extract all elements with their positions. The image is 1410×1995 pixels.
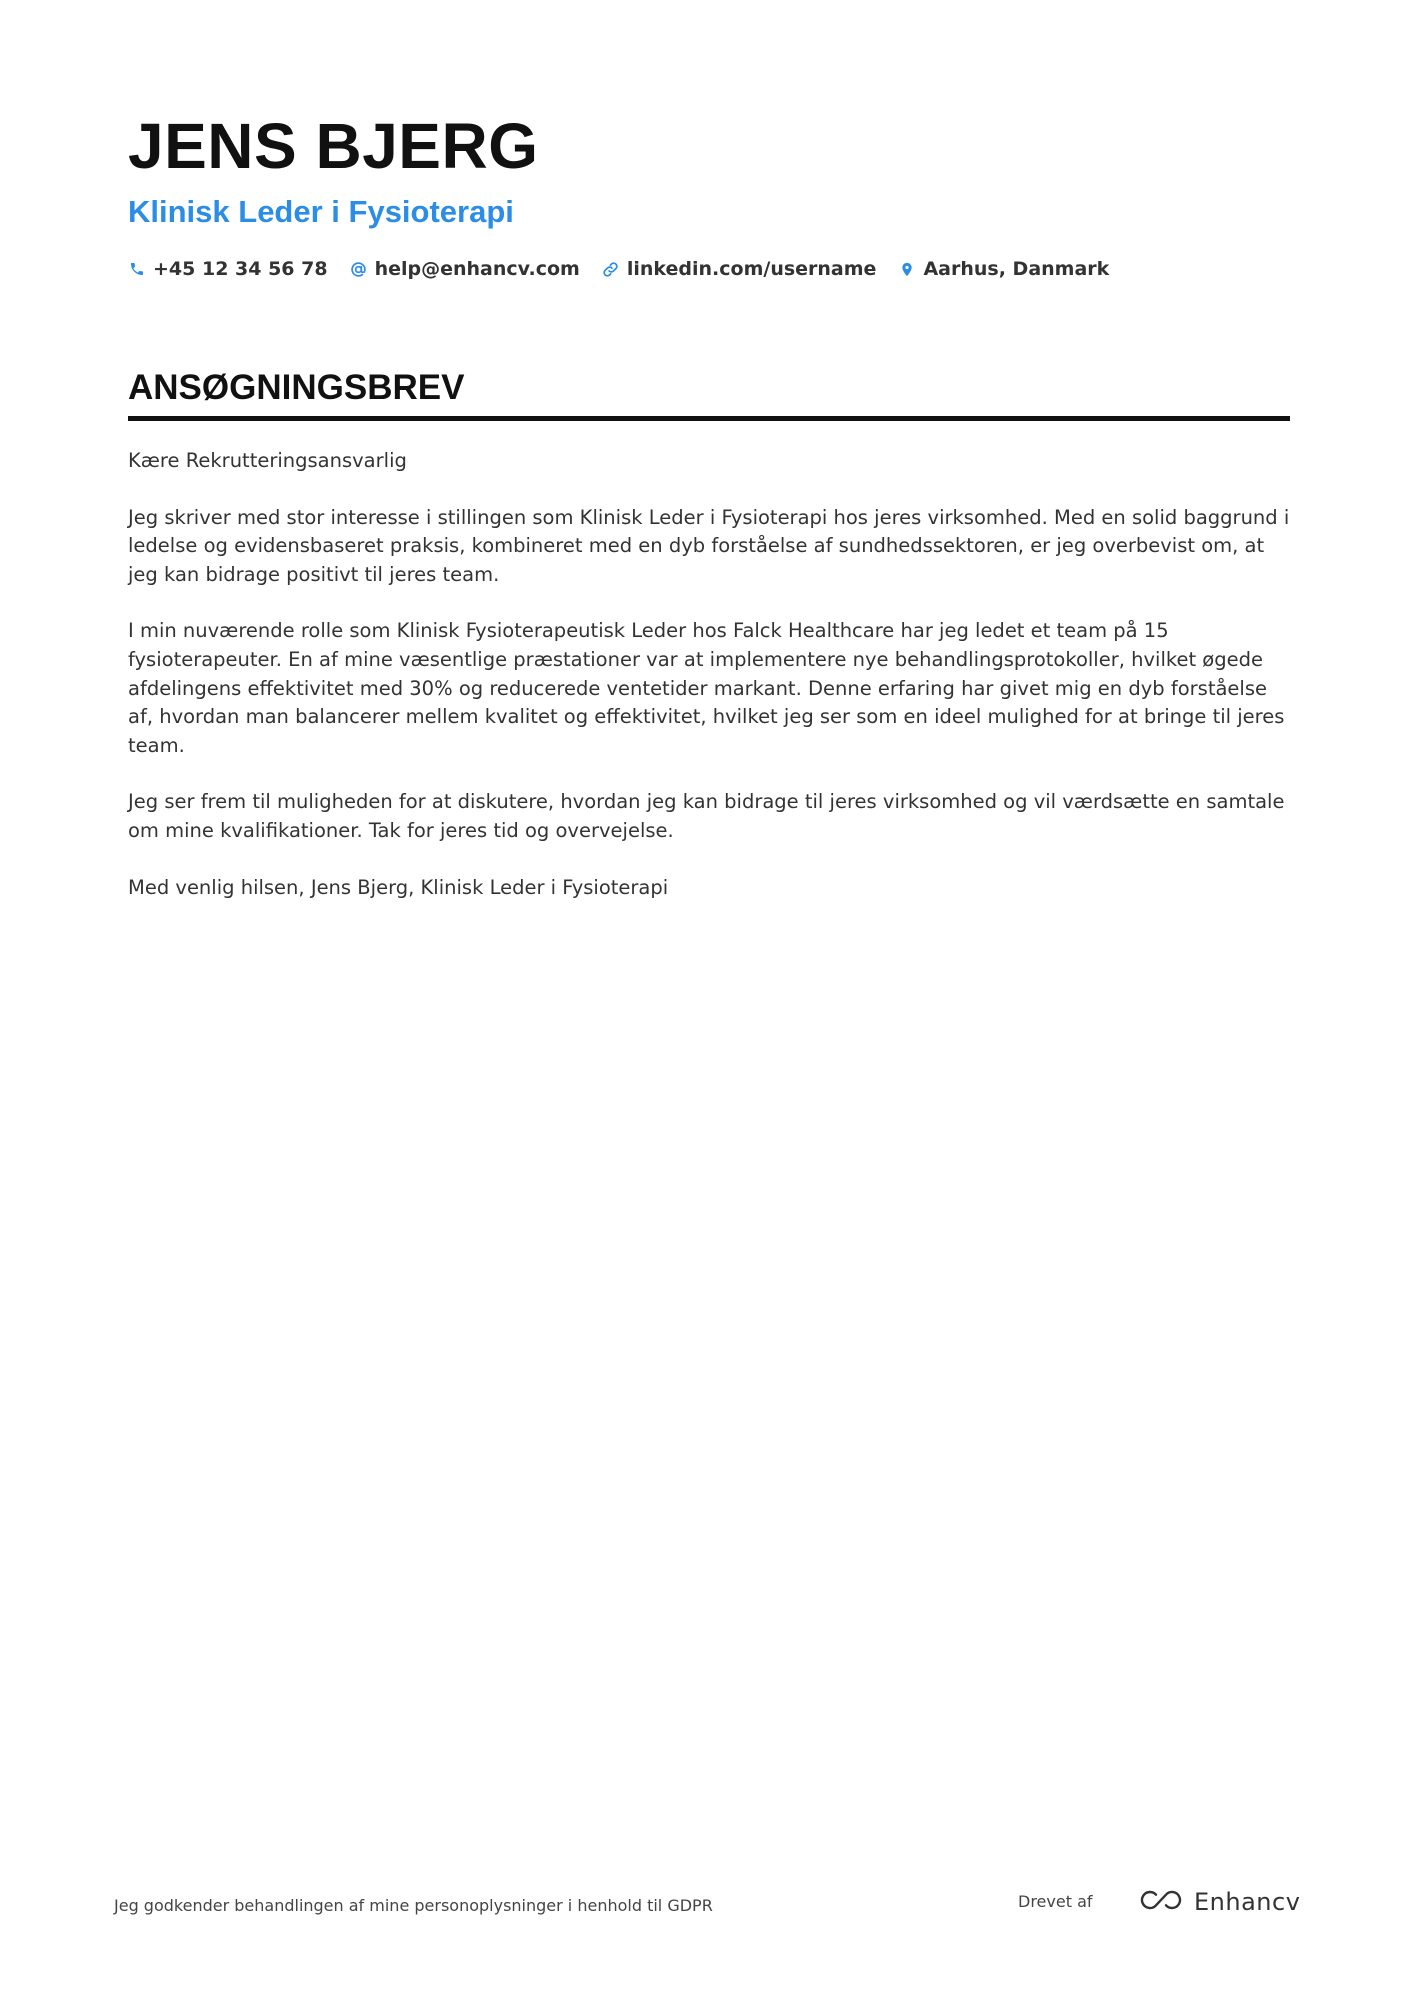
section-heading: ANSØGNINGSBREV xyxy=(128,368,465,407)
contact-location xyxy=(898,258,1109,280)
linkedin-link[interactable]: linkedin.com/username xyxy=(626,258,877,280)
paragraph-2: I min nuværende rolle som Klinisk Fysioterapeutisk Leder hos Falck Healthcare har jeg ledet et team på 15 fysioterapeuter. En af mine væsentlige præstationer var at implementere nye behandlingsprotokoller, hvilket øgede afdelingens effektivitet med 30% og reducerede ventetider markant. Denne erfaring har givet mig en dyb forståelse af, hvordan man balancerer mellem kvalitet og effektivitet, hvilket jeg ser som en ideel mulighed for at bringe til jeres team. xyxy=(128,619,1285,757)
gdpr-consent-text: Jeg godkender behandlingen af mine personoplysninger i henhold til GDPR xyxy=(114,1896,713,1915)
paragraph-3: Jeg ser frem til muligheden for at diskutere, hvordan jeg kan bidrage til jeres virksomhed og vil værdsætte en samtale om mine kvalifikationer. Tak for jeres tid og overvejelse. xyxy=(128,790,1285,842)
location-pin-icon xyxy=(898,260,916,278)
enhancv-logo[interactable] xyxy=(1138,1882,1300,1922)
powered-by-label: Drevet af xyxy=(1018,1892,1093,1911)
closing: Med venlig hilsen, Jens Bjerg, Klinisk Leder i Fysioterapi xyxy=(128,875,669,899)
at-icon xyxy=(350,260,368,278)
paragraph-1: Jeg skriver med stor interesse i stillingen som Klinisk Leder i Fysioterapi hos jeres virksomhed. Med en solid baggrund i ledelse og evidensbaseret praksis, kombineret med en dyb forståelse af sundhedssektoren, er jeg overbevist om, at jeg kan bidrage positivt til jeres team. xyxy=(128,505,1290,586)
infinity-icon xyxy=(1138,1888,1184,1916)
phone-text: +45 12 34 56 78 xyxy=(153,258,328,280)
footer xyxy=(0,1880,1410,1930)
contact-email[interactable] xyxy=(350,258,580,280)
location-text: Aarhus, Danmark xyxy=(923,258,1110,280)
contact-bar xyxy=(128,254,1288,284)
section-divider xyxy=(128,416,1290,421)
applicant-name: JENS BJERG xyxy=(128,110,539,182)
link-icon xyxy=(602,260,620,278)
letter-body xyxy=(128,447,1290,902)
phone-icon xyxy=(128,260,146,278)
salutation: Kære Rekrutteringsansvarlig xyxy=(128,449,407,472)
letter-section xyxy=(128,366,1290,930)
applicant-title: Klinisk Leder i Fysioterapi xyxy=(128,194,514,229)
brand-name: Enhancv xyxy=(1194,1888,1301,1916)
email-link[interactable]: help@enhancv.com xyxy=(374,258,580,280)
header xyxy=(128,110,1288,284)
contact-linkedin[interactable] xyxy=(602,258,877,280)
contact-phone xyxy=(128,258,328,280)
